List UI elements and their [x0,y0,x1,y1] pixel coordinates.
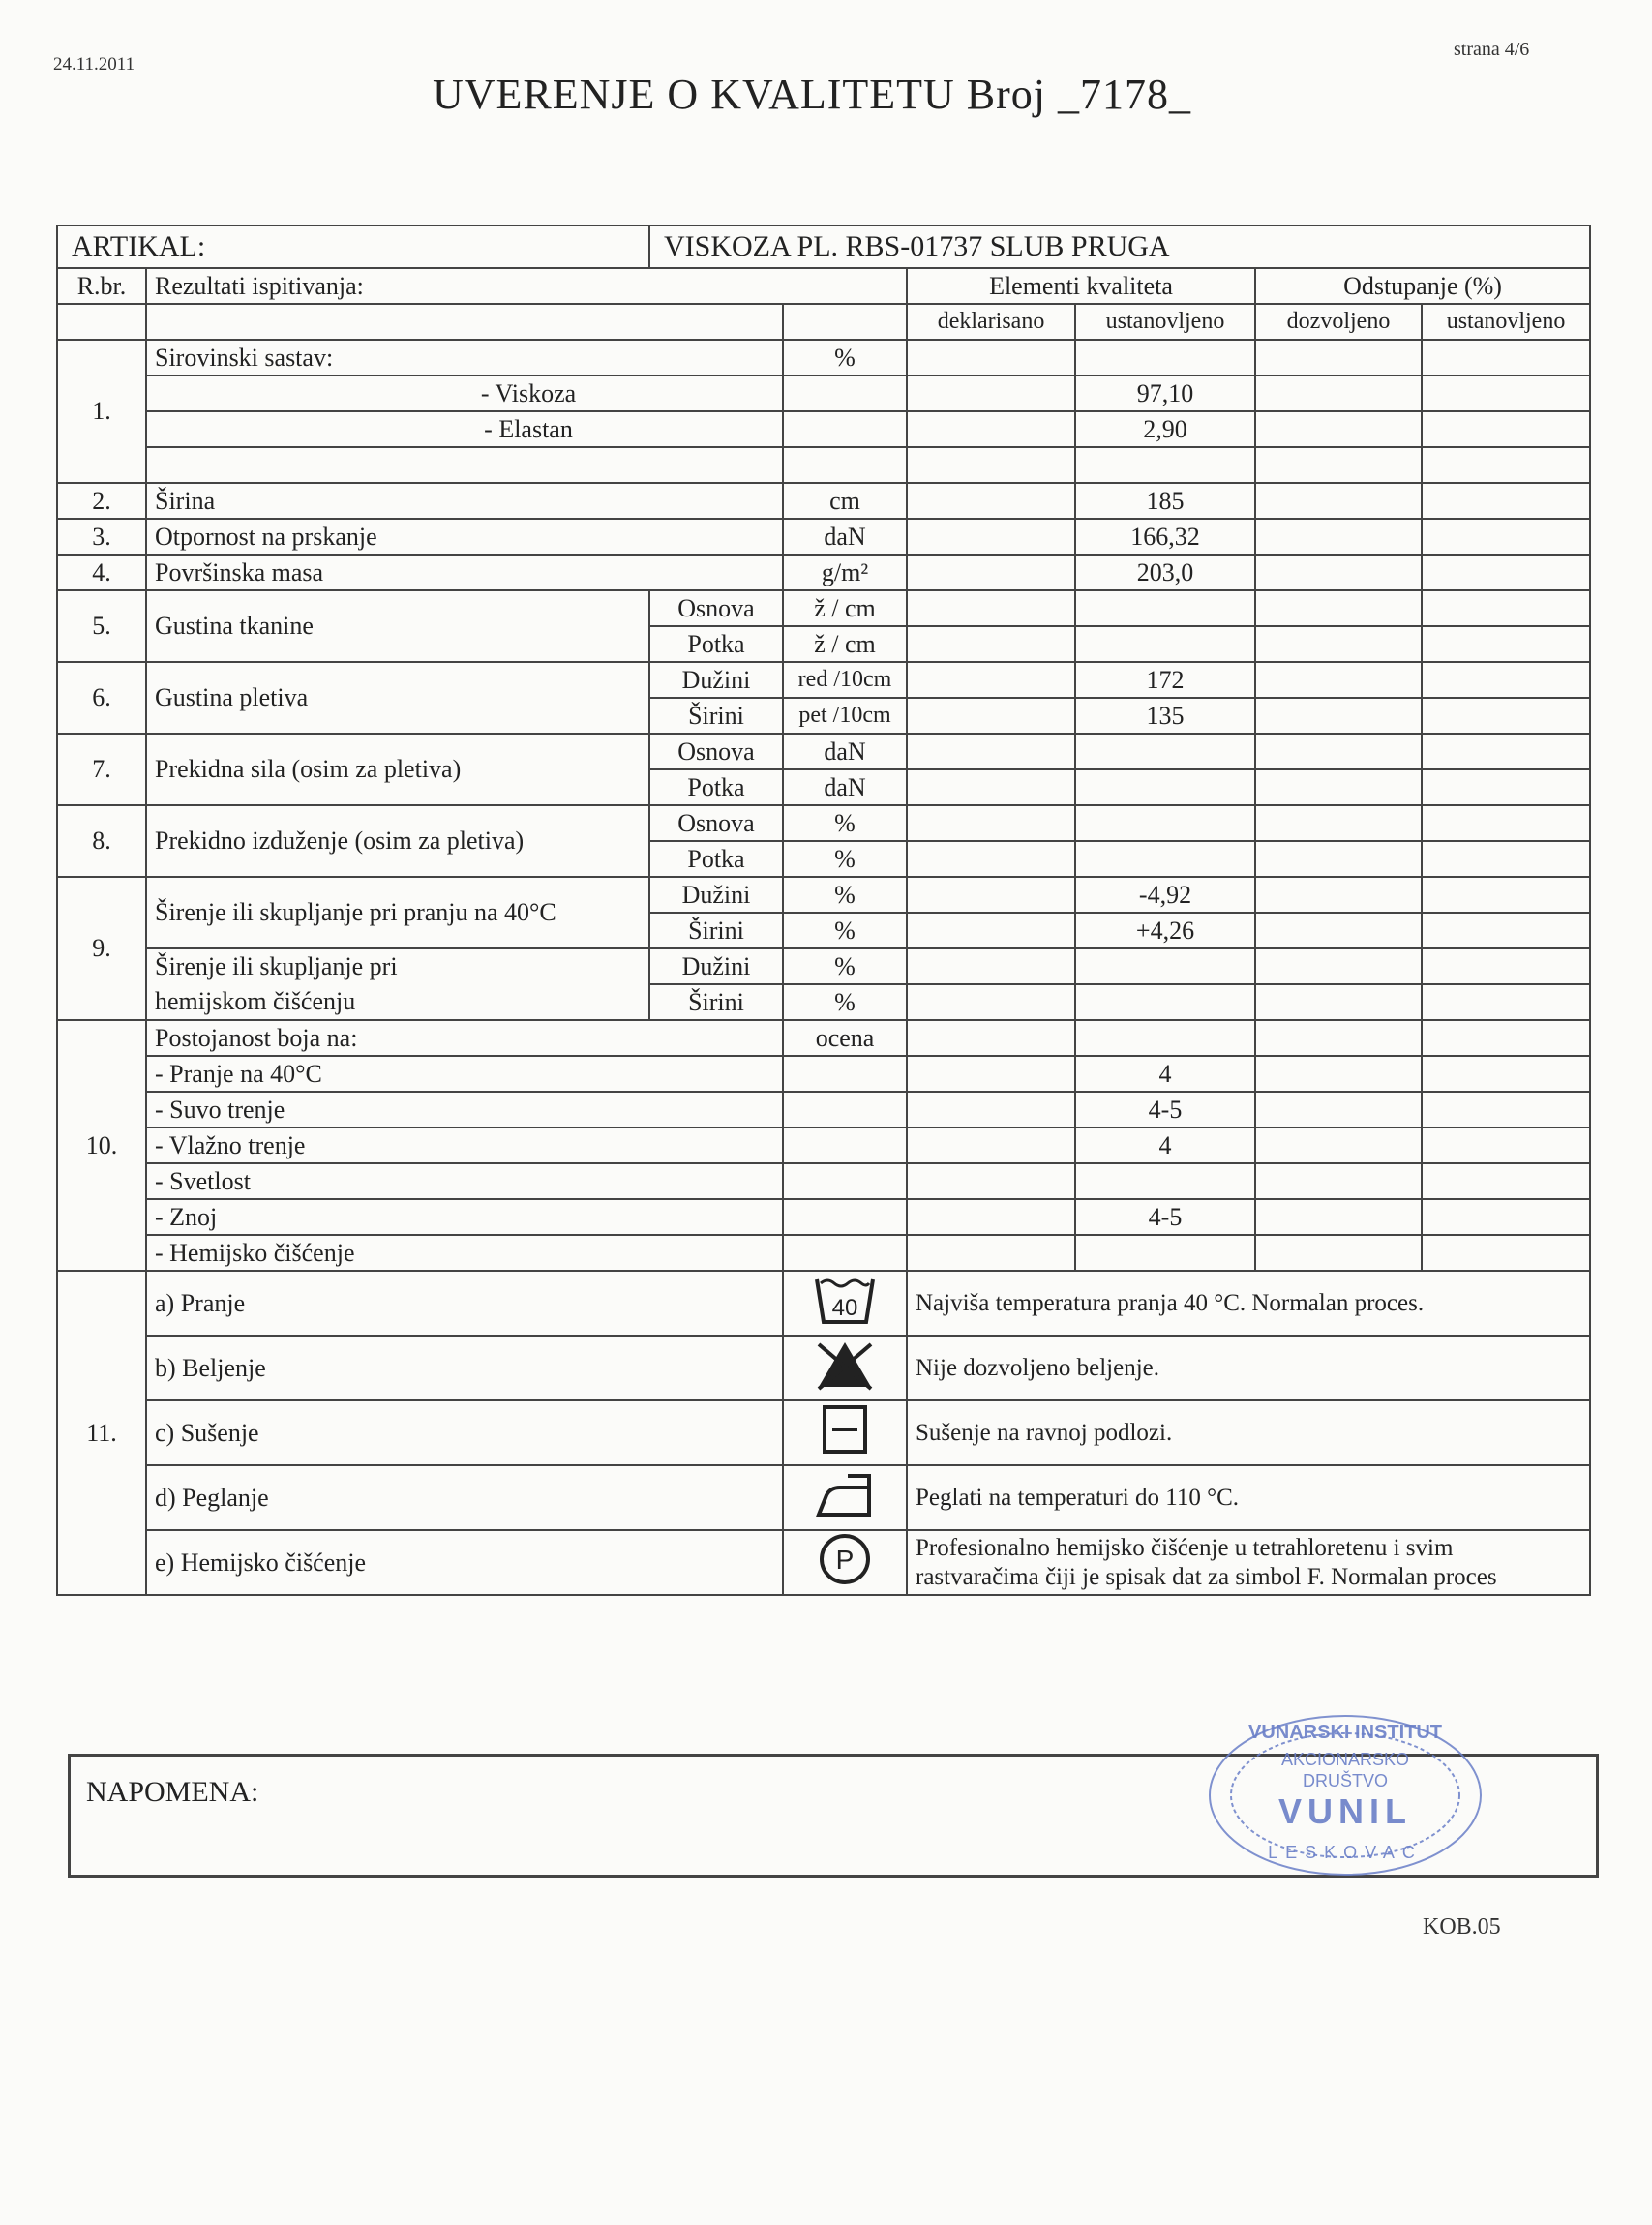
row-value [1075,1235,1255,1271]
row-unit: % [783,805,907,841]
row-label: - Hemijsko čišćenje [146,1235,783,1271]
footer-code: KOB.05 [1423,1914,1501,1939]
napomena-label: NAPOMENA: [86,1776,259,1808]
table-row [57,447,1590,483]
row-sublabel: Širini [649,984,783,1020]
empty-cell [783,304,907,340]
row-unit: % [783,913,907,948]
row-label: Gustina tkanine [146,590,649,662]
row-value: 4 [1075,1128,1255,1163]
row-value: 2,90 [1075,411,1255,447]
row-label: Prekidna sila (osim za pletiva) [146,734,649,805]
row-label: - Viskoza [146,376,783,411]
row-value: 4 [1075,1056,1255,1092]
row-number: 7. [57,734,146,805]
table-row [57,1020,1590,1056]
row-unit: cm [783,483,907,519]
row-value: 135 [1075,698,1255,734]
row-label: - Vlažno trenje [146,1128,783,1163]
row-value: 4-5 [1075,1199,1255,1235]
row-label: - Svetlost [146,1163,783,1199]
care-label: c) Sušenje [146,1400,783,1465]
rbr-header: R.br. [57,268,146,304]
row-label: Širina [146,483,783,519]
row-value: 4-5 [1075,1092,1255,1128]
row-sublabel: Osnova [649,805,783,841]
row-number: 1. [57,340,146,483]
artikal-row [57,226,1590,268]
row-unit: % [783,841,907,877]
dry-flat-icon [783,1400,907,1465]
table-row [57,805,1590,841]
care-label: a) Pranje [146,1271,783,1336]
table-row [57,555,1590,590]
table-row [57,519,1590,555]
document-title: UVERENJE O KVALITETU Broj _7178_ [433,71,1192,118]
row-value: 203,0 [1075,555,1255,590]
row-label: - Suvo trenje [146,1092,783,1128]
row-number: 6. [57,662,146,734]
row-number: 9. [57,877,146,1020]
row-unit: ž / cm [783,626,907,662]
elementi-header: Elementi kvaliteta [907,268,1255,304]
table-row [57,948,1590,984]
deklarisano-header: deklarisano [907,304,1075,340]
table-row [57,1056,1590,1092]
header-row-1 [57,268,1590,304]
row-number: 5. [57,590,146,662]
page-number: strana 4/6 [1454,39,1530,60]
table-row [57,1092,1590,1128]
washing-temp-text: 40 [831,1295,858,1321]
row-unit: daN [783,519,907,555]
row-value: 185 [1075,483,1255,519]
row-sublabel: Potka [649,626,783,662]
row-label: - Znoj [146,1199,783,1235]
care-text: Nije dozvoljeno beljenje. [907,1336,1590,1400]
company-stamp [1200,1703,1490,1887]
empty-cell [146,304,783,340]
row-label: Postojanost boja na: [146,1020,783,1056]
table-row [57,1400,1590,1465]
care-text: Peglati na temperaturi do 110 °C. [907,1465,1590,1530]
row-unit: g/m² [783,555,907,590]
iron-icon [783,1465,907,1530]
row-label: Sirovinski sastav: [146,340,783,376]
row-sublabel: Dužini [649,948,783,984]
artikal-label [57,226,649,268]
table-row [57,1235,1590,1271]
table-row [57,734,1590,769]
row-value: 97,10 [1075,376,1255,411]
table-row [57,483,1590,519]
care-label: b) Beljenje [146,1336,783,1400]
row-number: 2. [57,483,146,519]
header-row-2 [57,304,1590,340]
care-label: d) Peglanje [146,1465,783,1530]
table-row [57,1336,1590,1400]
row-label: - Elastan [146,411,783,447]
artikal-value: VISKOZA PL. RBS-01737 SLUB PRUGA [649,226,1590,268]
row-unit: % [783,984,907,1020]
row-value: 172 [1075,662,1255,698]
row-label: Širenje ili skupljanje pri [146,948,649,984]
row-unit: % [783,948,907,984]
row-unit: daN [783,734,907,769]
row-number: 10. [57,1020,146,1271]
stamp-text: DRUŠTVO [1302,1771,1389,1790]
empty-cell [57,304,146,340]
no-bleach-icon [783,1336,907,1400]
ustanovljeno2-header: ustanovljeno [1422,304,1590,340]
row-label: hemijskom čišćenju [146,984,649,1020]
row-unit: % [783,340,907,376]
table-row [57,411,1590,447]
row-value [1075,1163,1255,1199]
row-label: Gustina pletiva [146,662,649,734]
row-unit: ocena [783,1020,907,1056]
table-row [57,1465,1590,1530]
row-unit: ž / cm [783,590,907,626]
row-unit: pet /10cm [783,698,907,734]
table-row [57,662,1590,698]
row-label: Površinska masa [146,555,783,590]
row-sublabel: Dužini [649,877,783,913]
table-row [57,1128,1590,1163]
ustanovljeno-header: ustanovljeno [1075,304,1255,340]
care-text: Najviša temperatura pranja 40 °C. Normalan proces. [907,1271,1590,1336]
row-number: 11. [57,1271,146,1595]
row-label: - Pranje na 40°C [146,1056,783,1092]
table-row [57,1199,1590,1235]
row-sublabel: Osnova [649,590,783,626]
washing-40-icon [783,1271,907,1336]
row-label: Prekidno izduženje (osim za pletiva) [146,805,649,877]
row-value: 166,32 [1075,519,1255,555]
professional-dry-clean-icon [783,1530,907,1595]
row-sublabel: Širini [649,698,783,734]
table-row [57,1530,1590,1595]
table-row [57,1271,1590,1336]
quality-table [56,225,1591,1596]
row-number: 8. [57,805,146,877]
row-sublabel: Širini [649,913,783,948]
row-sublabel: Dužini [649,662,783,698]
row-sublabel: Potka [649,841,783,877]
rezultati-header: Rezultati ispitivanja: [146,268,907,304]
row-sublabel: Osnova [649,734,783,769]
row-value: -4,92 [1075,877,1255,913]
artikal-label-text: ARTIKAL: [72,230,206,262]
table-row [57,340,1590,376]
row-label: Otpornost na prskanje [146,519,783,555]
row-unit: % [783,877,907,913]
row-unit: daN [783,769,907,805]
row-unit: red /10cm [783,662,907,698]
dozvoljeno-header: dozvoljeno [1255,304,1422,340]
table-row [57,376,1590,411]
care-text: Profesionalno hemijsko čišćenje u tetrahloretenu i svim rastvaračima čiji je spisak dat za simbol F. Normalan proces [907,1530,1590,1595]
row-sublabel: Potka [649,769,783,805]
stamp-text: VUNARSKI INSTITUT [1248,1722,1442,1743]
care-text: Sušenje na ravnoj podlozi. [907,1400,1590,1465]
stamp-text: VUNIL [1278,1791,1412,1831]
dry-clean-letter: P [835,1545,855,1575]
row-label: Širenje ili skupljanje pri pranju na 40°C [146,877,649,948]
table-row [57,877,1590,913]
stamp-text: LESKOVAC [1268,1843,1423,1862]
care-label: e) Hemijsko čišćenje [146,1530,783,1595]
row-number: 3. [57,519,146,555]
row-value: +4,26 [1075,913,1255,948]
table-row [57,984,1590,1020]
table-row [57,590,1590,626]
odstupanje-header: Odstupanje (%) [1255,268,1590,304]
table-row [57,1163,1590,1199]
row-number: 4. [57,555,146,590]
document-date: 24.11.2011 [53,54,135,75]
stamp-text: AKCIONARSKO [1280,1750,1410,1769]
